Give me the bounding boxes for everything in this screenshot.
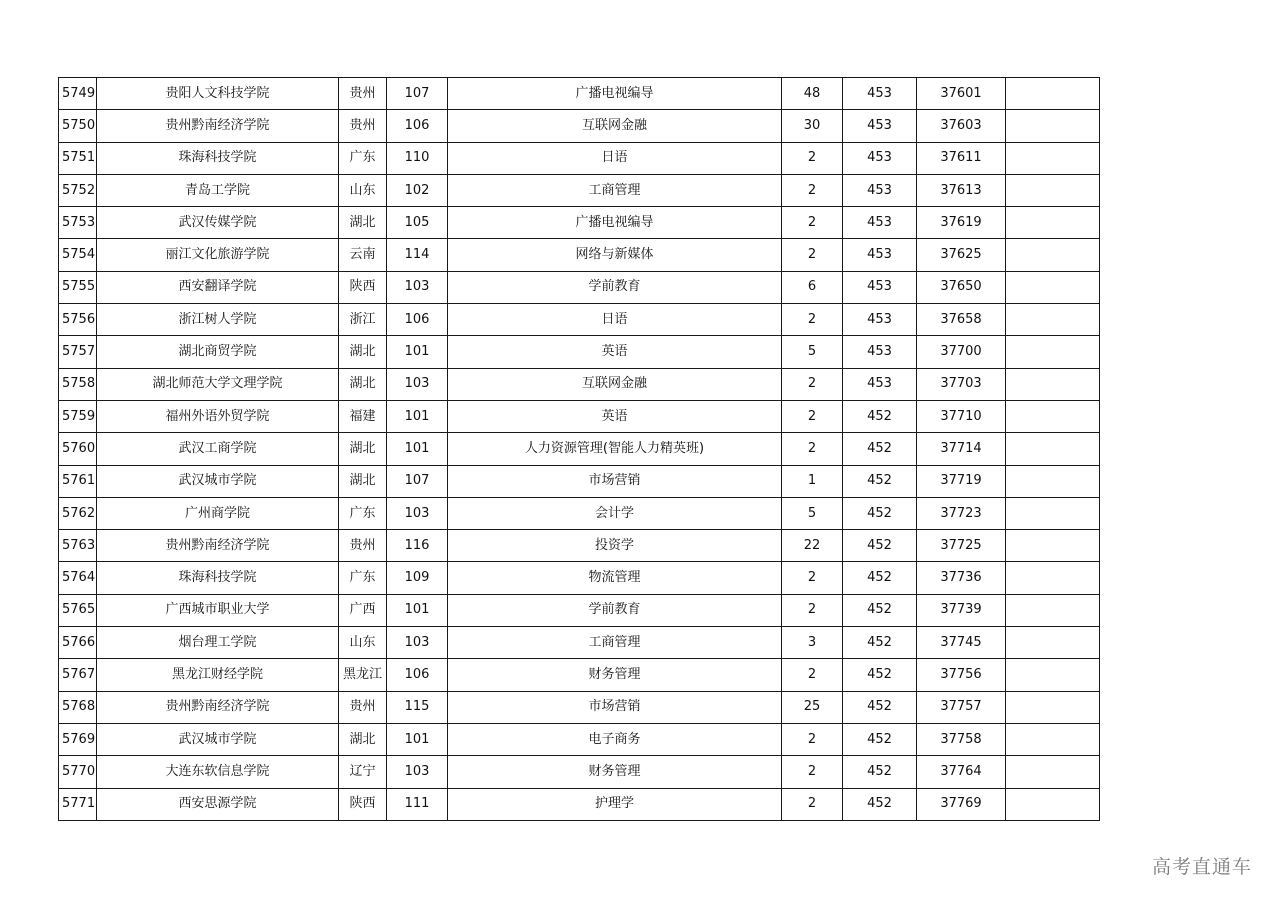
cell-code: 101 <box>387 594 448 626</box>
cell-school: 湖北师范大学文理学院 <box>97 368 339 400</box>
cell-province: 陕西 <box>339 788 387 820</box>
table-row <box>59 336 1100 368</box>
cell-school: 珠海科技学院 <box>97 142 339 174</box>
cell-major: 工商管理 <box>448 627 782 659</box>
cell-code: 103 <box>387 368 448 400</box>
cell-seq: 5759 <box>59 400 97 432</box>
cell-score: 452 <box>843 400 917 432</box>
cell-seq: 5757 <box>59 336 97 368</box>
cell-score: 452 <box>843 530 917 562</box>
cell-code: 107 <box>387 465 448 497</box>
cell-plan: 2 <box>782 562 843 594</box>
cell-school: 丽江文化旅游学院 <box>97 239 339 271</box>
cell-major: 电子商务 <box>448 723 782 755</box>
cell-score: 452 <box>843 594 917 626</box>
table-row <box>59 627 1100 659</box>
cell-major: 学前教育 <box>448 594 782 626</box>
cell-rank: 37756 <box>917 659 1006 691</box>
cell-school: 浙江树人学院 <box>97 304 339 336</box>
cell-seq: 5758 <box>59 368 97 400</box>
cell-plan: 30 <box>782 110 843 142</box>
cell-seq: 5770 <box>59 756 97 788</box>
cell-school: 武汉工商学院 <box>97 433 339 465</box>
cell-rank: 37757 <box>917 691 1006 723</box>
cell-remark <box>1006 756 1100 788</box>
cell-province: 贵州 <box>339 691 387 723</box>
cell-seq: 5765 <box>59 594 97 626</box>
cell-score: 452 <box>843 788 917 820</box>
cell-major: 网络与新媒体 <box>448 239 782 271</box>
cell-major: 市场营销 <box>448 691 782 723</box>
cell-school: 武汉城市学院 <box>97 723 339 755</box>
cell-remark <box>1006 627 1100 659</box>
cell-remark <box>1006 497 1100 529</box>
cell-plan: 2 <box>782 788 843 820</box>
cell-code: 103 <box>387 271 448 303</box>
cell-remark <box>1006 562 1100 594</box>
cell-province: 山东 <box>339 627 387 659</box>
watermark: 高考直通车 <box>1151 856 1252 878</box>
cell-plan: 48 <box>782 78 843 110</box>
cell-code: 105 <box>387 207 448 239</box>
table-row <box>59 530 1100 562</box>
cell-rank: 37650 <box>917 271 1006 303</box>
cell-code: 103 <box>387 497 448 529</box>
cell-seq: 5755 <box>59 271 97 303</box>
cell-major: 市场营销 <box>448 465 782 497</box>
cell-score: 452 <box>843 691 917 723</box>
cell-rank: 37658 <box>917 304 1006 336</box>
cell-school: 贵州黔南经济学院 <box>97 530 339 562</box>
cell-score: 453 <box>843 271 917 303</box>
table-row <box>59 304 1100 336</box>
cell-school: 黑龙江财经学院 <box>97 659 339 691</box>
cell-major: 日语 <box>448 142 782 174</box>
cell-plan: 2 <box>782 142 843 174</box>
cell-seq: 5760 <box>59 433 97 465</box>
cell-code: 101 <box>387 400 448 432</box>
cell-province: 广西 <box>339 594 387 626</box>
cell-major: 广播电视编导 <box>448 207 782 239</box>
cell-score: 453 <box>843 110 917 142</box>
cell-score: 452 <box>843 756 917 788</box>
cell-seq: 5766 <box>59 627 97 659</box>
cell-code: 111 <box>387 788 448 820</box>
cell-score: 453 <box>843 142 917 174</box>
cell-major: 英语 <box>448 400 782 432</box>
table-row <box>59 142 1100 174</box>
cell-remark <box>1006 207 1100 239</box>
cell-score: 453 <box>843 304 917 336</box>
cell-rank: 37703 <box>917 368 1006 400</box>
table-row <box>59 271 1100 303</box>
cell-remark <box>1006 174 1100 206</box>
cell-score: 452 <box>843 723 917 755</box>
cell-school: 珠海科技学院 <box>97 562 339 594</box>
cell-score: 452 <box>843 433 917 465</box>
cell-school: 烟台理工学院 <box>97 627 339 659</box>
table-row <box>59 723 1100 755</box>
cell-remark <box>1006 110 1100 142</box>
cell-rank: 37625 <box>917 239 1006 271</box>
cell-province: 辽宁 <box>339 756 387 788</box>
cell-code: 103 <box>387 756 448 788</box>
cell-seq: 5753 <box>59 207 97 239</box>
cell-code: 101 <box>387 336 448 368</box>
cell-province: 福建 <box>339 400 387 432</box>
cell-remark <box>1006 788 1100 820</box>
cell-code: 102 <box>387 174 448 206</box>
cell-rank: 37736 <box>917 562 1006 594</box>
cell-major: 财务管理 <box>448 659 782 691</box>
cell-remark <box>1006 368 1100 400</box>
cell-rank: 37611 <box>917 142 1006 174</box>
cell-rank: 37758 <box>917 723 1006 755</box>
table-row <box>59 400 1100 432</box>
cell-major: 财务管理 <box>448 756 782 788</box>
cell-province: 陕西 <box>339 271 387 303</box>
cell-remark <box>1006 304 1100 336</box>
cell-score: 453 <box>843 207 917 239</box>
cell-score: 452 <box>843 562 917 594</box>
cell-score: 452 <box>843 497 917 529</box>
cell-province: 广东 <box>339 497 387 529</box>
cell-school: 大连东软信息学院 <box>97 756 339 788</box>
cell-plan: 1 <box>782 465 843 497</box>
cell-major: 会计学 <box>448 497 782 529</box>
cell-code: 115 <box>387 691 448 723</box>
table-row <box>59 756 1100 788</box>
cell-province: 黑龙江 <box>339 659 387 691</box>
cell-plan: 2 <box>782 594 843 626</box>
cell-remark <box>1006 723 1100 755</box>
table-row <box>59 465 1100 497</box>
cell-province: 湖北 <box>339 723 387 755</box>
cell-seq: 5749 <box>59 78 97 110</box>
cell-province: 广东 <box>339 562 387 594</box>
cell-province: 湖北 <box>339 465 387 497</box>
cell-school: 广西城市职业大学 <box>97 594 339 626</box>
cell-major: 日语 <box>448 304 782 336</box>
cell-seq: 5769 <box>59 723 97 755</box>
cell-province: 云南 <box>339 239 387 271</box>
table-row <box>59 174 1100 206</box>
cell-plan: 2 <box>782 239 843 271</box>
table-row <box>59 691 1100 723</box>
cell-rank: 37719 <box>917 465 1006 497</box>
cell-code: 110 <box>387 142 448 174</box>
cell-province: 贵州 <box>339 110 387 142</box>
cell-province: 贵州 <box>339 78 387 110</box>
table-row <box>59 594 1100 626</box>
cell-major: 物流管理 <box>448 562 782 594</box>
cell-province: 广东 <box>339 142 387 174</box>
cell-plan: 2 <box>782 304 843 336</box>
cell-code: 114 <box>387 239 448 271</box>
cell-school: 西安翻译学院 <box>97 271 339 303</box>
cell-school: 广州商学院 <box>97 497 339 529</box>
cell-remark <box>1006 465 1100 497</box>
cell-plan: 2 <box>782 723 843 755</box>
cell-remark <box>1006 239 1100 271</box>
cell-remark <box>1006 530 1100 562</box>
cell-plan: 2 <box>782 368 843 400</box>
cell-rank: 37601 <box>917 78 1006 110</box>
cell-major: 互联网金融 <box>448 110 782 142</box>
cell-rank: 37603 <box>917 110 1006 142</box>
cell-province: 山东 <box>339 174 387 206</box>
cell-plan: 2 <box>782 659 843 691</box>
cell-major: 工商管理 <box>448 174 782 206</box>
cell-province: 贵州 <box>339 530 387 562</box>
cell-rank: 37700 <box>917 336 1006 368</box>
cell-seq: 5767 <box>59 659 97 691</box>
cell-plan: 2 <box>782 174 843 206</box>
cell-major: 学前教育 <box>448 271 782 303</box>
cell-school: 贵州黔南经济学院 <box>97 691 339 723</box>
cell-major: 英语 <box>448 336 782 368</box>
cell-province: 湖北 <box>339 433 387 465</box>
cell-seq: 5763 <box>59 530 97 562</box>
cell-plan: 5 <box>782 497 843 529</box>
cell-school: 西安思源学院 <box>97 788 339 820</box>
cell-remark <box>1006 691 1100 723</box>
cell-remark <box>1006 659 1100 691</box>
table-row <box>59 659 1100 691</box>
cell-school: 武汉传媒学院 <box>97 207 339 239</box>
cell-province: 浙江 <box>339 304 387 336</box>
cell-seq: 5764 <box>59 562 97 594</box>
cell-plan: 25 <box>782 691 843 723</box>
cell-seq: 5771 <box>59 788 97 820</box>
table-row <box>59 239 1100 271</box>
cell-plan: 3 <box>782 627 843 659</box>
cell-score: 453 <box>843 336 917 368</box>
cell-major: 广播电视编导 <box>448 78 782 110</box>
cell-rank: 37739 <box>917 594 1006 626</box>
cell-remark <box>1006 336 1100 368</box>
cell-code: 116 <box>387 530 448 562</box>
cell-rank: 37764 <box>917 756 1006 788</box>
cell-code: 109 <box>387 562 448 594</box>
cell-plan: 2 <box>782 207 843 239</box>
cell-rank: 37714 <box>917 433 1006 465</box>
table-body <box>59 78 1100 821</box>
cell-school: 贵阳人文科技学院 <box>97 78 339 110</box>
cell-school: 贵州黔南经济学院 <box>97 110 339 142</box>
cell-province: 湖北 <box>339 207 387 239</box>
cell-code: 106 <box>387 659 448 691</box>
cell-rank: 37769 <box>917 788 1006 820</box>
table-row <box>59 433 1100 465</box>
cell-major: 互联网金融 <box>448 368 782 400</box>
cell-plan: 5 <box>782 336 843 368</box>
cell-code: 106 <box>387 110 448 142</box>
cell-rank: 37725 <box>917 530 1006 562</box>
cell-rank: 37619 <box>917 207 1006 239</box>
cell-score: 453 <box>843 368 917 400</box>
table-row <box>59 207 1100 239</box>
cell-major: 投资学 <box>448 530 782 562</box>
cell-score: 453 <box>843 174 917 206</box>
cell-school: 武汉城市学院 <box>97 465 339 497</box>
cell-seq: 5752 <box>59 174 97 206</box>
cell-rank: 37613 <box>917 174 1006 206</box>
cell-remark <box>1006 594 1100 626</box>
cell-school: 湖北商贸学院 <box>97 336 339 368</box>
cell-score: 453 <box>843 78 917 110</box>
cell-score: 452 <box>843 627 917 659</box>
cell-rank: 37723 <box>917 497 1006 529</box>
cell-seq: 5750 <box>59 110 97 142</box>
table-row <box>59 497 1100 529</box>
cell-plan: 6 <box>782 271 843 303</box>
cell-school: 福州外语外贸学院 <box>97 400 339 432</box>
cell-province: 湖北 <box>339 368 387 400</box>
cell-score: 452 <box>843 659 917 691</box>
cell-remark <box>1006 400 1100 432</box>
table-row <box>59 368 1100 400</box>
cell-seq: 5751 <box>59 142 97 174</box>
table-row <box>59 78 1100 110</box>
cell-code: 103 <box>387 627 448 659</box>
table-row <box>59 788 1100 820</box>
cell-seq: 5756 <box>59 304 97 336</box>
cell-major: 护理学 <box>448 788 782 820</box>
cell-code: 107 <box>387 78 448 110</box>
cell-seq: 5768 <box>59 691 97 723</box>
cell-seq: 5754 <box>59 239 97 271</box>
cell-major: 人力资源管理(智能人力精英班) <box>448 433 782 465</box>
cell-score: 452 <box>843 465 917 497</box>
cell-rank: 37710 <box>917 400 1006 432</box>
cell-seq: 5762 <box>59 497 97 529</box>
cell-rank: 37745 <box>917 627 1006 659</box>
cell-school: 青岛工学院 <box>97 174 339 206</box>
cell-code: 101 <box>387 433 448 465</box>
cell-score: 453 <box>843 239 917 271</box>
cell-plan: 2 <box>782 756 843 788</box>
table-row <box>59 110 1100 142</box>
cell-remark <box>1006 433 1100 465</box>
admission-table <box>58 77 1100 821</box>
cell-province: 湖北 <box>339 336 387 368</box>
cell-code: 101 <box>387 723 448 755</box>
table-row <box>59 562 1100 594</box>
cell-remark <box>1006 142 1100 174</box>
cell-remark <box>1006 78 1100 110</box>
cell-plan: 22 <box>782 530 843 562</box>
cell-seq: 5761 <box>59 465 97 497</box>
cell-code: 106 <box>387 304 448 336</box>
cell-remark <box>1006 271 1100 303</box>
cell-plan: 2 <box>782 400 843 432</box>
cell-plan: 2 <box>782 433 843 465</box>
